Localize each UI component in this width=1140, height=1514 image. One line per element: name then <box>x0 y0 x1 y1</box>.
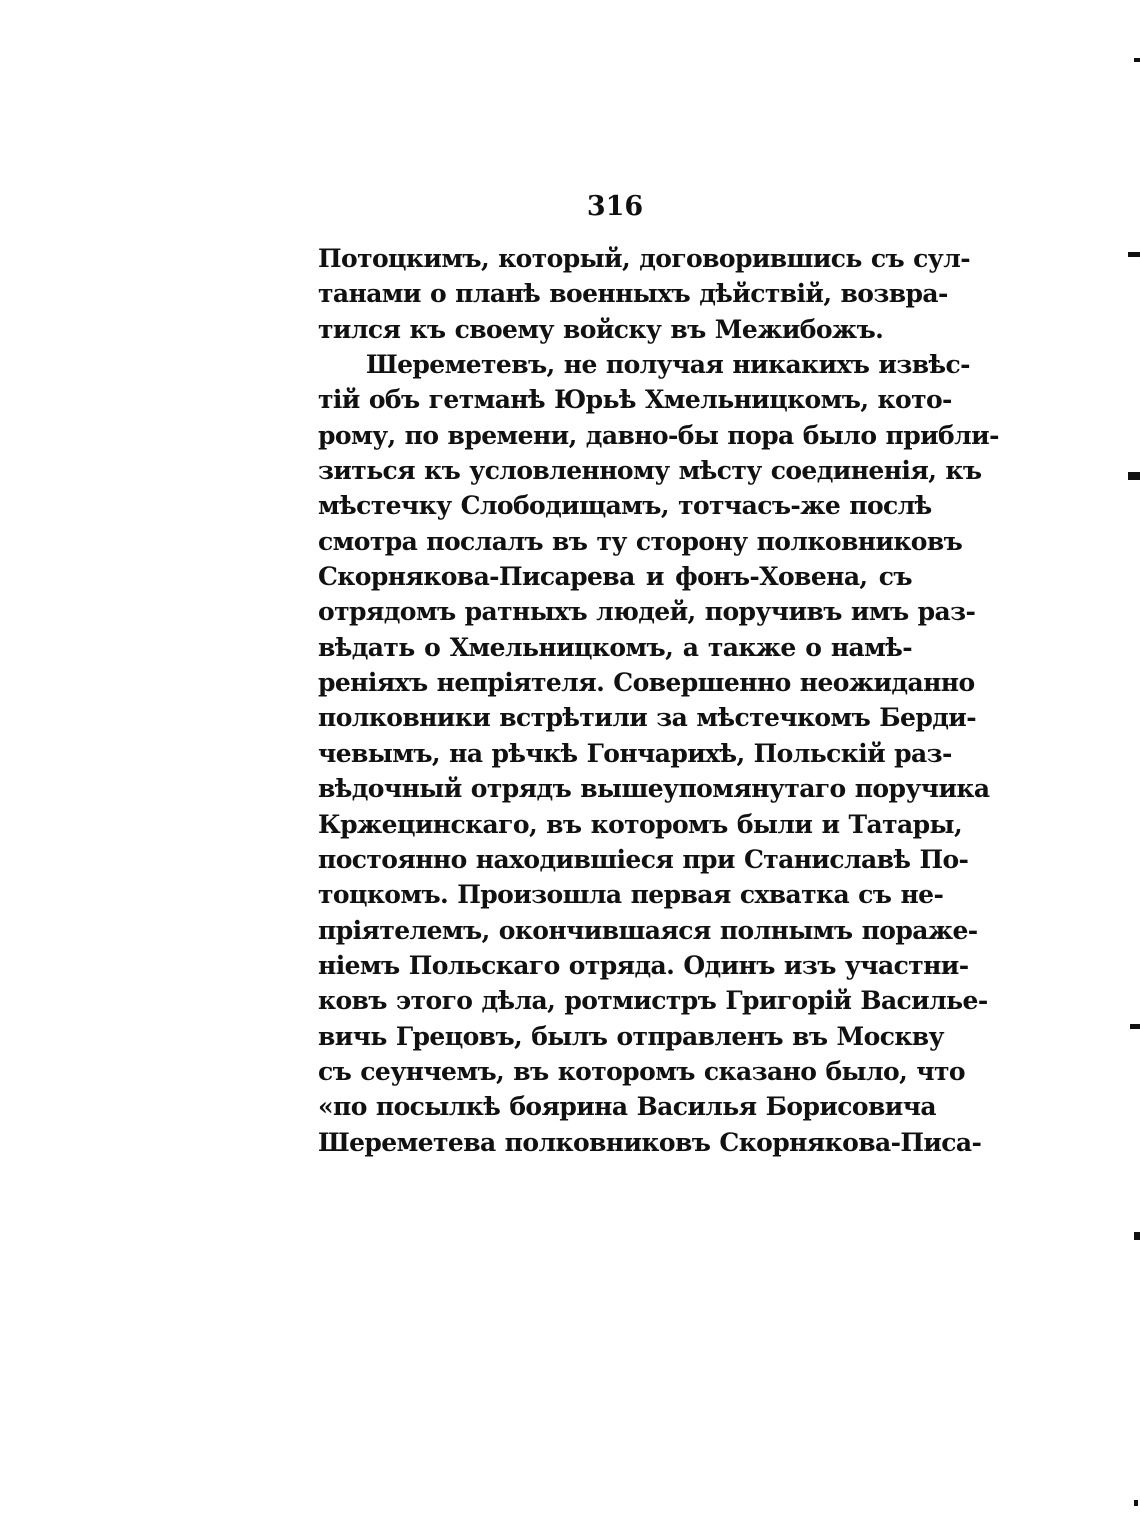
text-line: вѣдать о Хмельницкомъ, а также о намѣ- <box>318 632 912 662</box>
text-line: вичь Грецовъ, былъ отправленъ въ Москву <box>318 1021 944 1051</box>
text-line: тоцкомъ. Произошла первая схватка съ не- <box>318 880 944 910</box>
scan-edge-mark <box>1130 1024 1140 1029</box>
text-line: мѣстечку Слободищамъ, тотчасъ-же послѣ <box>318 491 932 521</box>
text-line: Кржецинскаго, въ которомъ были и Татары, <box>318 809 963 839</box>
text-line: тился къ своему войску въ Межибожъ. <box>318 314 884 344</box>
text-line: ковъ этого дѣла, ротмистръ Григорій Василье- <box>318 986 988 1016</box>
scan-edge-mark <box>1134 1500 1138 1506</box>
scan-edge-mark <box>1134 58 1140 62</box>
text-line: отрядомъ ратныхъ людей, поручивъ имъ раз- <box>318 597 976 627</box>
text-line: Скорнякова-Писарева и фонъ-Ховена, съ <box>318 562 912 592</box>
text-line: постоянно находившіеся при Станиславѣ По- <box>318 844 969 874</box>
text-line: зиться къ условленному мѣсту соединенія, къ <box>318 456 982 486</box>
text-line: смотра послалъ въ ту сторону полковниковъ <box>318 526 963 556</box>
text-line: реніяхъ непріятеля. Совершенно неожиданно <box>318 668 975 698</box>
text-line: тій объ гетманѣ Юрьѣ Хмельницкомъ, кото- <box>318 385 952 415</box>
text-line: вѣдочный отрядъ вышеупомянутаго поручика <box>318 774 990 804</box>
scan-edge-mark <box>1134 1232 1140 1240</box>
text-line: чевымъ, на рѣчкѣ Гончарихѣ, Польскій раз- <box>318 738 952 768</box>
scan-edge-mark <box>1128 472 1140 480</box>
text-line: танами о планѣ военныхъ дѣйствій, возвра- <box>318 279 948 309</box>
text-line: ніемъ Польскаго отряда. Одинъ изъ участни- <box>318 950 969 980</box>
page-number: 316 <box>586 191 644 222</box>
scan-edge-mark <box>1128 252 1140 257</box>
text-line: пріятелемъ, окончившаяся полнымъ пораже- <box>318 915 978 945</box>
text-line: рому, по времени, давно-бы пора было прибли- <box>318 420 999 450</box>
text-line: полковники встрѣтили за мѣстечкомъ Берди- <box>318 703 977 733</box>
body-text <box>318 241 999 1160</box>
text-line: Шереметева полковниковъ Скорнякова-Писа- <box>318 1127 982 1157</box>
text-line: «по посылкѣ боярина Василья Борисовича <box>318 1092 936 1122</box>
text-line: съ сеунчемъ, въ которомъ сказано было, что <box>318 1056 965 1086</box>
text-line: Потоцкимъ, который, договорившись съ сул- <box>318 244 971 273</box>
text-line: Шереметевъ, не получая никакихъ извѣс- <box>366 350 970 380</box>
